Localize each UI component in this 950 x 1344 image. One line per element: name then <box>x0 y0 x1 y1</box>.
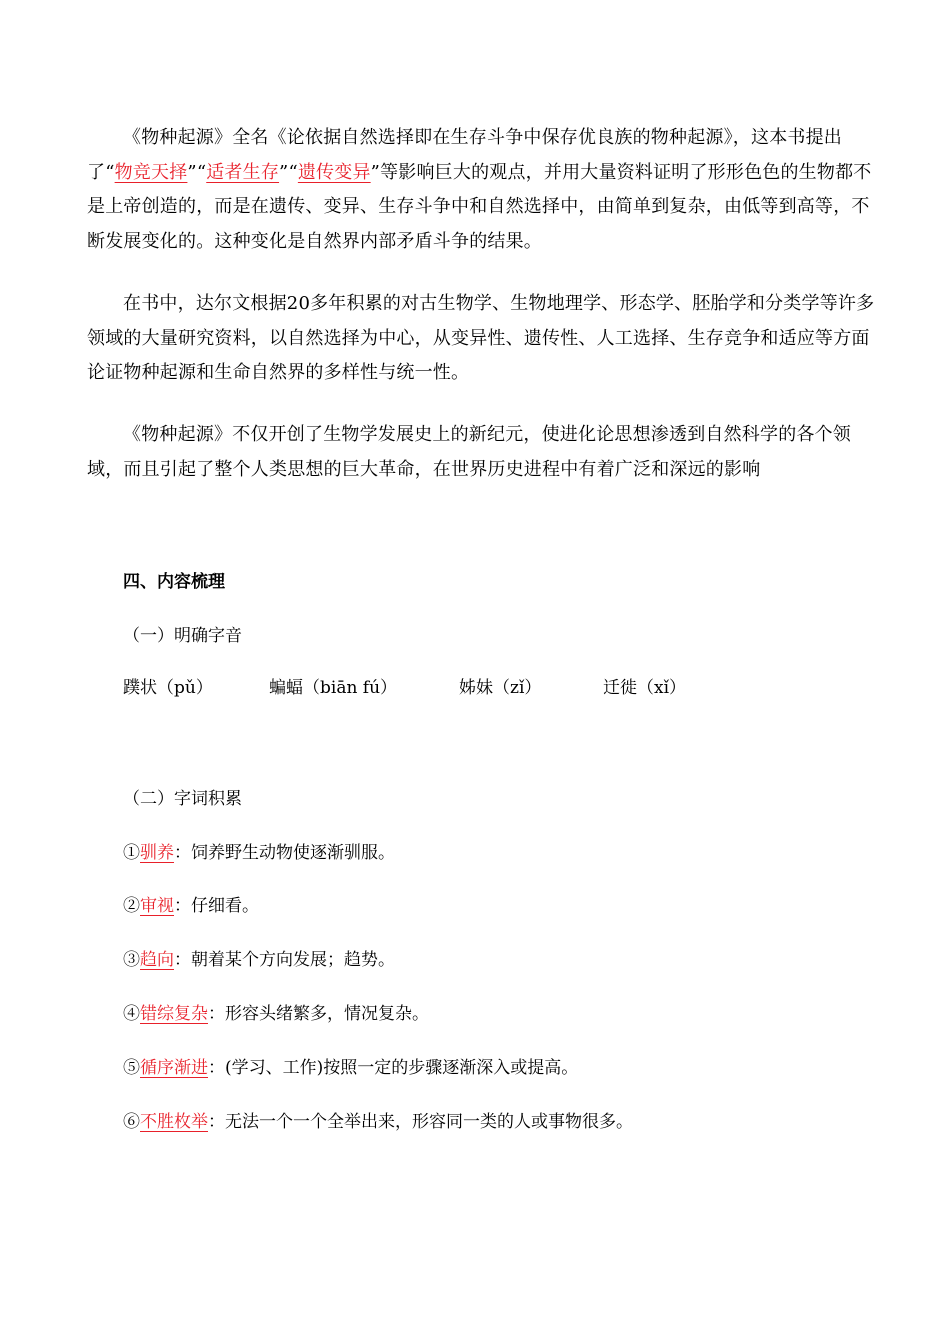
vocab-item <box>123 891 259 916</box>
vocab-item <box>123 1107 633 1132</box>
vocab-number: ⑤ <box>123 1058 140 1078</box>
vocab-term: 错综复杂 <box>140 1004 208 1024</box>
vocab-number: ② <box>123 896 140 916</box>
pronunciation-title: （一）明确字音 <box>123 626 242 646</box>
vocab-item <box>123 999 429 1024</box>
intro-paragraph-1 <box>87 121 877 259</box>
vocab-definition: ：朝着某个方向发展；趋势。 <box>174 950 395 970</box>
intro-p1-after: ”等影响巨大的观点，并用大量资料证明了形形色色的生物都不是上帝创造的，而是在遗传、变异、生存斗争中和自然选择中，由简单到复杂，由低等到高等，不断发展变化的。这种变化是自然界内部矛盾斗争的结果。 <box>87 161 872 252</box>
vocab-number: ① <box>123 843 140 863</box>
vocab-definition: ：(学习、工作)按照一定的步骤逐渐深入或提高。 <box>208 1058 579 1078</box>
vocab-definition: ：形容头绪繁多，情况复杂。 <box>208 1004 429 1024</box>
vocab-definition: ：无法一个一个全举出来，形容同一类的人或事物很多。 <box>208 1112 633 1132</box>
vocab-definition: ：仔细看。 <box>174 896 259 916</box>
vocab-term: 循序渐进 <box>140 1058 208 1078</box>
vocab-term: 审视 <box>140 896 174 916</box>
vocab-item <box>123 838 395 863</box>
term-highlight: 物竞天择 <box>114 161 188 183</box>
pronunciation-item: 蹼状（pǔ） <box>123 678 213 698</box>
vocab-term: 不胜枚举 <box>140 1112 208 1132</box>
pronunciation-item: 迁徙（xǐ） <box>603 678 687 698</box>
vocab-definition: ：饲养野生动物使逐渐驯服。 <box>174 843 395 863</box>
vocab-term: 趋向 <box>140 950 174 970</box>
vocab-term: 驯养 <box>140 843 174 863</box>
quote-separator: ”“ <box>279 161 298 183</box>
quote-separator: ”“ <box>187 161 207 183</box>
pronunciation-item: 姊妹（zǐ） <box>459 678 542 698</box>
vocab-number: ⑥ <box>123 1112 140 1132</box>
vocab-number: ③ <box>123 950 140 970</box>
vocab-item <box>123 1053 578 1078</box>
intro-paragraph-3: 《物种起源》不仅开创了生物学发展史上的新纪元，使进化论思想渗透到自然科学的各个领域，而且引起了整个人类思想的巨大革命，在世界历史进程中有着广泛和深远的影响 <box>87 424 851 480</box>
pronunciation-list <box>123 673 823 703</box>
term-highlight: 遗传变异 <box>297 161 371 183</box>
section-heading: 四、内容梳理 <box>123 572 225 592</box>
vocab-item <box>123 945 395 970</box>
term-highlight: 适者生存 <box>206 161 280 183</box>
pronunciation-item: 蝙蝠（biān fú） <box>269 678 398 698</box>
intro-p1-before: 《物种起源》全名《论依据自然选择即在生存斗争中保存优良族的物种起源》，这本书提出了“ <box>87 127 842 183</box>
vocabulary-title: （二）字词积累 <box>123 789 242 809</box>
vocab-number: ④ <box>123 1004 140 1024</box>
intro-paragraph-2: 在书中，达尔文根据20多年积累的对古生物学、生物地理学、形态学、胚胎学和分类学等许多领域的大量研究资料，以自然选择为中心，从变异性、遗传性、人工选择、生存竞争和适应等方面论证物种起源和生命自然界的多样性与统一性。 <box>87 293 875 383</box>
